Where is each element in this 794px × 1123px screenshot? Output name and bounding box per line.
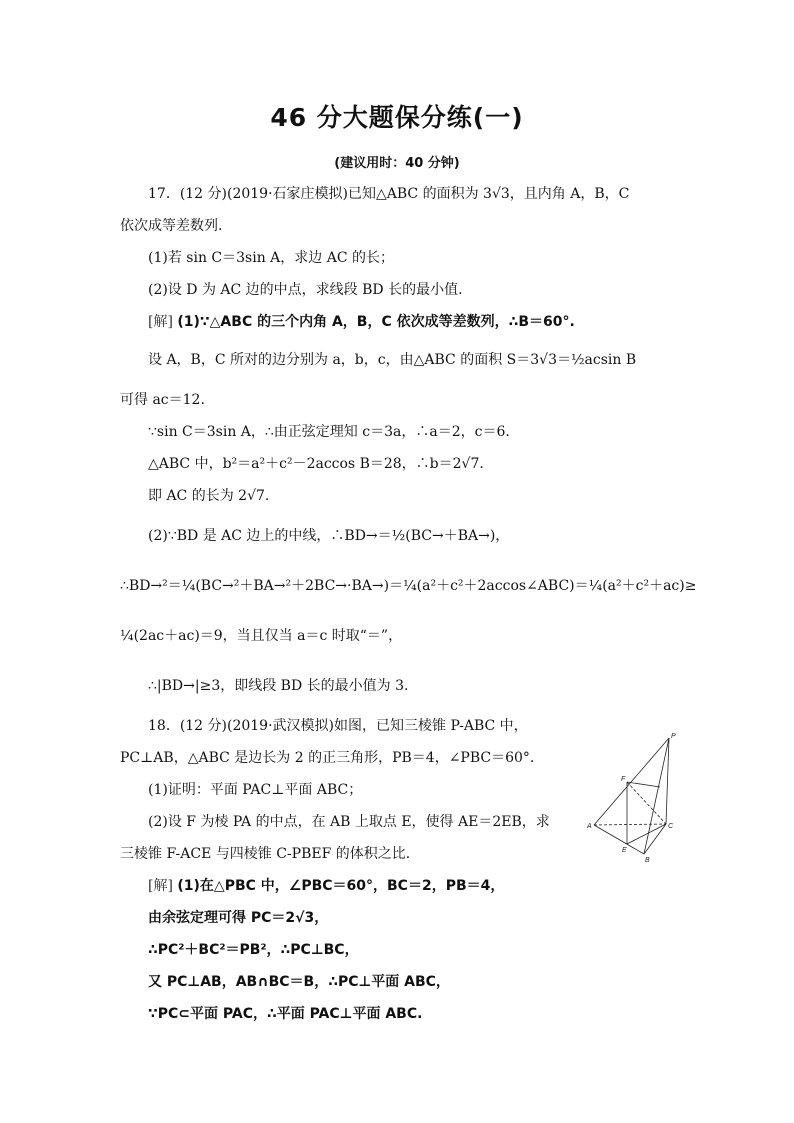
p18-question-2-cont: 三棱锥 F-ACE 与四棱锥 C-PBEF 的体积之比. bbox=[120, 846, 411, 862]
label-e: E bbox=[622, 847, 627, 854]
p17-solution-line-1 bbox=[148, 312, 575, 332]
page-title: 46 分大题保分练(一) bbox=[270, 103, 524, 132]
time-suggestion: (建议用时：40 分钟) bbox=[334, 156, 460, 171]
p17-statement-line-2: 依次成等差数列. bbox=[120, 218, 223, 234]
p17-solution-line-10: ∴|BD→|≥3，即线段 BD 长的最小值为 3. bbox=[148, 678, 409, 694]
p18-solution-line-2: 由余弦定理可得 PC＝2√3， bbox=[148, 910, 329, 926]
label-f: F bbox=[621, 776, 626, 783]
p17-question-1: (1)若 sin C＝3sin A，求边 AC 的长； bbox=[148, 250, 394, 266]
label-b: B bbox=[645, 857, 650, 864]
p17-solution-text-1: (1)∵△ABC 的三个内角 A，B，C 依次成等差数列，∴B＝60°. bbox=[177, 314, 575, 330]
edge-pa bbox=[594, 738, 669, 825]
p17-question-2: (2)设 D 为 AC 边的中点，求线段 BD 长的最小值. bbox=[148, 282, 463, 298]
p17-solution-line-5: △ABC 中，b²＝a²＋c²－2accos B＝28，∴b＝2√7. bbox=[148, 456, 484, 472]
label-a: A bbox=[587, 823, 592, 830]
p18-solution-line-4: 又 PC⊥AB，AB∩BC＝B，∴PC⊥平面 ABC， bbox=[148, 974, 450, 990]
p17-solution-line-7: (2)∵BD 是 AC 边上的中线，∴BD→＝½(BC→＋BA→)， bbox=[148, 528, 510, 544]
p17-solution-line-4: ∵sin C＝3sin A，∴由正弦定理知 c＝3a，∴a＝2，c＝6. bbox=[148, 424, 510, 440]
p18-question-2: (2)设 F 为棱 PA 的中点，在 AB 上取点 E，使得 AE＝2EB，求 bbox=[148, 814, 550, 830]
label-p: P bbox=[671, 733, 676, 740]
solution-tag: [解] bbox=[148, 878, 173, 894]
p17-solution-line-3: 可得 ac＝12. bbox=[120, 392, 205, 408]
p18-solution-line-3: ∴PC²＋BC²＝PB²，∴PC⊥BC， bbox=[148, 942, 359, 958]
edge-fc-hidden bbox=[627, 782, 666, 824]
edge-ac-hidden bbox=[594, 824, 666, 825]
p17-solution-line-2: 设 A，B，C 所对的边分别为 a，b，c，由△ABC 的面积 S＝3√3＝½acsin B bbox=[148, 352, 637, 368]
p18-solution-text-1: (1)在△PBC 中，∠PBC＝60°，BC＝2，PB＝4， bbox=[177, 878, 505, 894]
p17-solution-line-8: ∴BD→²＝¼(BC→²＋BA→²＋2BC→·BA→)＝¼(a²＋c²＋2accos∠ABC)＝¼(a²＋c²＋ac)≥ bbox=[120, 578, 697, 594]
pyramid-figure bbox=[582, 728, 682, 868]
solution-tag: [解] bbox=[148, 314, 173, 330]
p18-statement-line-1: 18．(12 分)(2019·武汉模拟)如图，已知三棱锥 P-ABC 中， bbox=[148, 718, 528, 734]
label-c: C bbox=[668, 823, 674, 830]
p18-question-1: (1)证明：平面 PAC⊥平面 ABC； bbox=[148, 782, 363, 798]
edge-fp-side bbox=[627, 782, 660, 787]
p18-statement-line-2: PC⊥AB，△ABC 是边长为 2 的正三角形，PB＝4，∠PBC＝60°. bbox=[120, 750, 535, 766]
p17-statement-line-1: 17．(12 分)(2019·石家庄模拟)已知△ABC 的面积为 3√3，且内角 A，B，C bbox=[148, 186, 630, 202]
p17-solution-line-9: ¼(2ac＋ac)＝9，当且仅当 a＝c 时取“＝”， bbox=[120, 628, 403, 644]
p18-solution-line-5: ∵PC⊂平面 PAC，∴平面 PAC⊥平面 ABC. bbox=[148, 1006, 423, 1022]
p17-solution-line-6: 即 AC 的长为 2√7. bbox=[148, 488, 270, 504]
p18-solution-line-1 bbox=[148, 876, 504, 896]
